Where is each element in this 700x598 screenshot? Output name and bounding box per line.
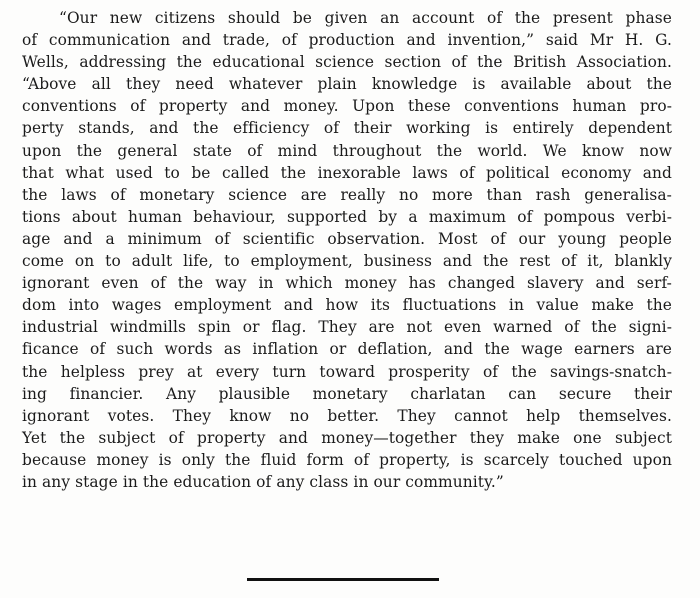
- text-line: ing financier. Any plausible monetary charlatan can secure their: [22, 384, 672, 403]
- text-line: the helpless prey at every turn toward prosperity of the savings-snatch-: [22, 362, 672, 381]
- section-divider-rule: [247, 578, 439, 581]
- text-line: that what used to be called the inexorable laws of political economy and: [22, 163, 672, 182]
- text-line: Yet the subject of property and money—together they make one subject: [22, 428, 672, 447]
- text-line: the laws of monetary science are really no more than rash generalisa-: [22, 185, 672, 204]
- text-line: ficance of such words as inflation or deflation, and the wage earners are: [22, 340, 672, 359]
- article-text: [22, 7, 672, 493]
- text-line: of communication and trade, of production and invention,” said Mr H. G.: [22, 31, 672, 50]
- text-line: conventions of property and money. Upon these conventions human pro-: [22, 97, 672, 116]
- text-line: in any stage in the education of any class in our community.”: [22, 472, 504, 491]
- text-line: ignorant even of the way in which money has changed slavery and serf-: [22, 274, 672, 293]
- text-line: Wells, addressing the educational science section of the British Association.: [22, 53, 672, 72]
- text-line: come on to adult life, to employment, business and the rest of it, blankly: [22, 252, 672, 271]
- text-line: perty stands, and the efficiency of their working is entirely dependent: [22, 119, 672, 138]
- text-line: “Above all they need whatever plain knowledge is available about the: [22, 75, 672, 94]
- text-line: tions about human behaviour, supported by a maximum of pompous verbi-: [22, 207, 672, 226]
- text-line: “Our new citizens should be given an account of the present phase: [59, 9, 672, 27]
- text-line: dom into wages employment and how its fluctuations in value make the: [22, 296, 672, 315]
- text-line: ignorant votes. They know no better. They cannot help themselves.: [22, 406, 672, 425]
- text-line: age and a minimum of scientific observation. Most of our young people: [22, 229, 672, 248]
- text-line: upon the general state of mind throughout the world. We know now: [22, 141, 672, 160]
- text-line: industrial windmills spin or flag. They are not even warned of the signi-: [22, 318, 672, 337]
- text-line: because money is only the fluid form of property, is scarcely touched upon: [22, 450, 672, 469]
